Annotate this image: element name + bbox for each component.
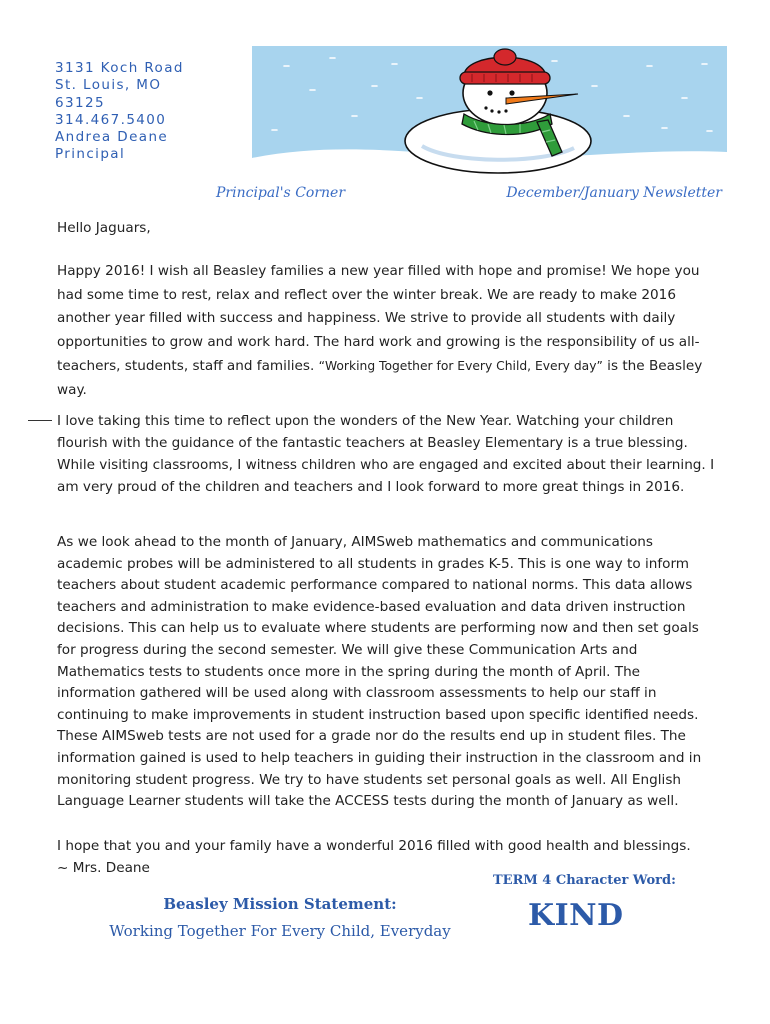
character-word: KIND (528, 898, 624, 933)
mission-text: Working Together For Every Child, Everyday (109, 922, 451, 940)
address-block (55, 60, 184, 164)
snowman-illustration (252, 46, 727, 176)
beasley-slogan: “Working Together for Every Child, Every day” (318, 358, 603, 373)
margin-mark (28, 420, 52, 421)
paragraph-new-year-tail: is the Beasley way. (57, 357, 703, 398)
mission-statement (104, 895, 456, 940)
character-word-label: TERM 4 Character Word: (493, 873, 676, 888)
newsletter-date-heading: December/January Newsletter (506, 185, 722, 201)
paragraph-new-year-text: Happy 2016! I wish all Beasley families a new year filled with hope and promise! We hope you had some time to rest, relax and reflect over the winter break. We are ready to make 2016 another year filled with success and happiness. We strive to provide all students with daily opportunities to grow and work hard. The hard work and growing is the responsibility of us all- teachers, students, staff and families. (57, 263, 700, 374)
address-phone: 314.467.5400 (55, 111, 167, 128)
paragraph-reflection: I love taking this time to reflect upon the wonders of the New Year. Watching your children flourish with the guidance of the fantastic teachers at Beasley Elementary is a true blessing. While visiting classrooms, I witness children who are engaged and excited about their learning. I am very proud of the children and teachers and I look forward to more great things in 2016. (57, 413, 715, 496)
closing-line: I hope that you and your family have a wonderful 2016 filled with good health and blessings. (57, 838, 691, 854)
address-city: St. Louis, MO (55, 77, 162, 94)
address-street: 3131 Koch Road (55, 60, 184, 76)
address-name: Andrea Deane (55, 129, 169, 146)
address-title: Principal (55, 146, 126, 163)
mission-title: Beasley Mission Statement: (163, 895, 397, 913)
address-zip: 63125 (55, 94, 105, 111)
paragraph-new-year (57, 260, 719, 402)
paragraph-aimsweb: As we look ahead to the month of January, AIMSweb mathematics and communications academic probes will be administered to all students in grades K-5. This is one way to inform teachers about student academic performance compared to national norms. This data allows teachers and administration to make evidence-based evaluation and data driven instruction decisions. This can help us to evaluate where students are performing now and then set goals for progress during the second semester. We will give these Communication Arts and Mathematics tests to students once more in the spring during the month of April. The information gathered will be used along with classroom assessments to help our staff in continuing to make improvements in student instruction based upon specific identified needs. These AIMSweb tests are not used for a grade nor do the results end up in student files. The information gained is used to help teachers in guiding their instruction in the classroom and in monitoring student progress. We try to have students set personal goals as well. All English Language Learner students will take the ACCESS tests during the month of January as well. (57, 534, 702, 810)
signature: ~ Mrs. Deane (57, 859, 150, 876)
principals-corner-heading: Principal's Corner (216, 185, 346, 201)
greeting: Hello Jaguars, (57, 220, 151, 236)
